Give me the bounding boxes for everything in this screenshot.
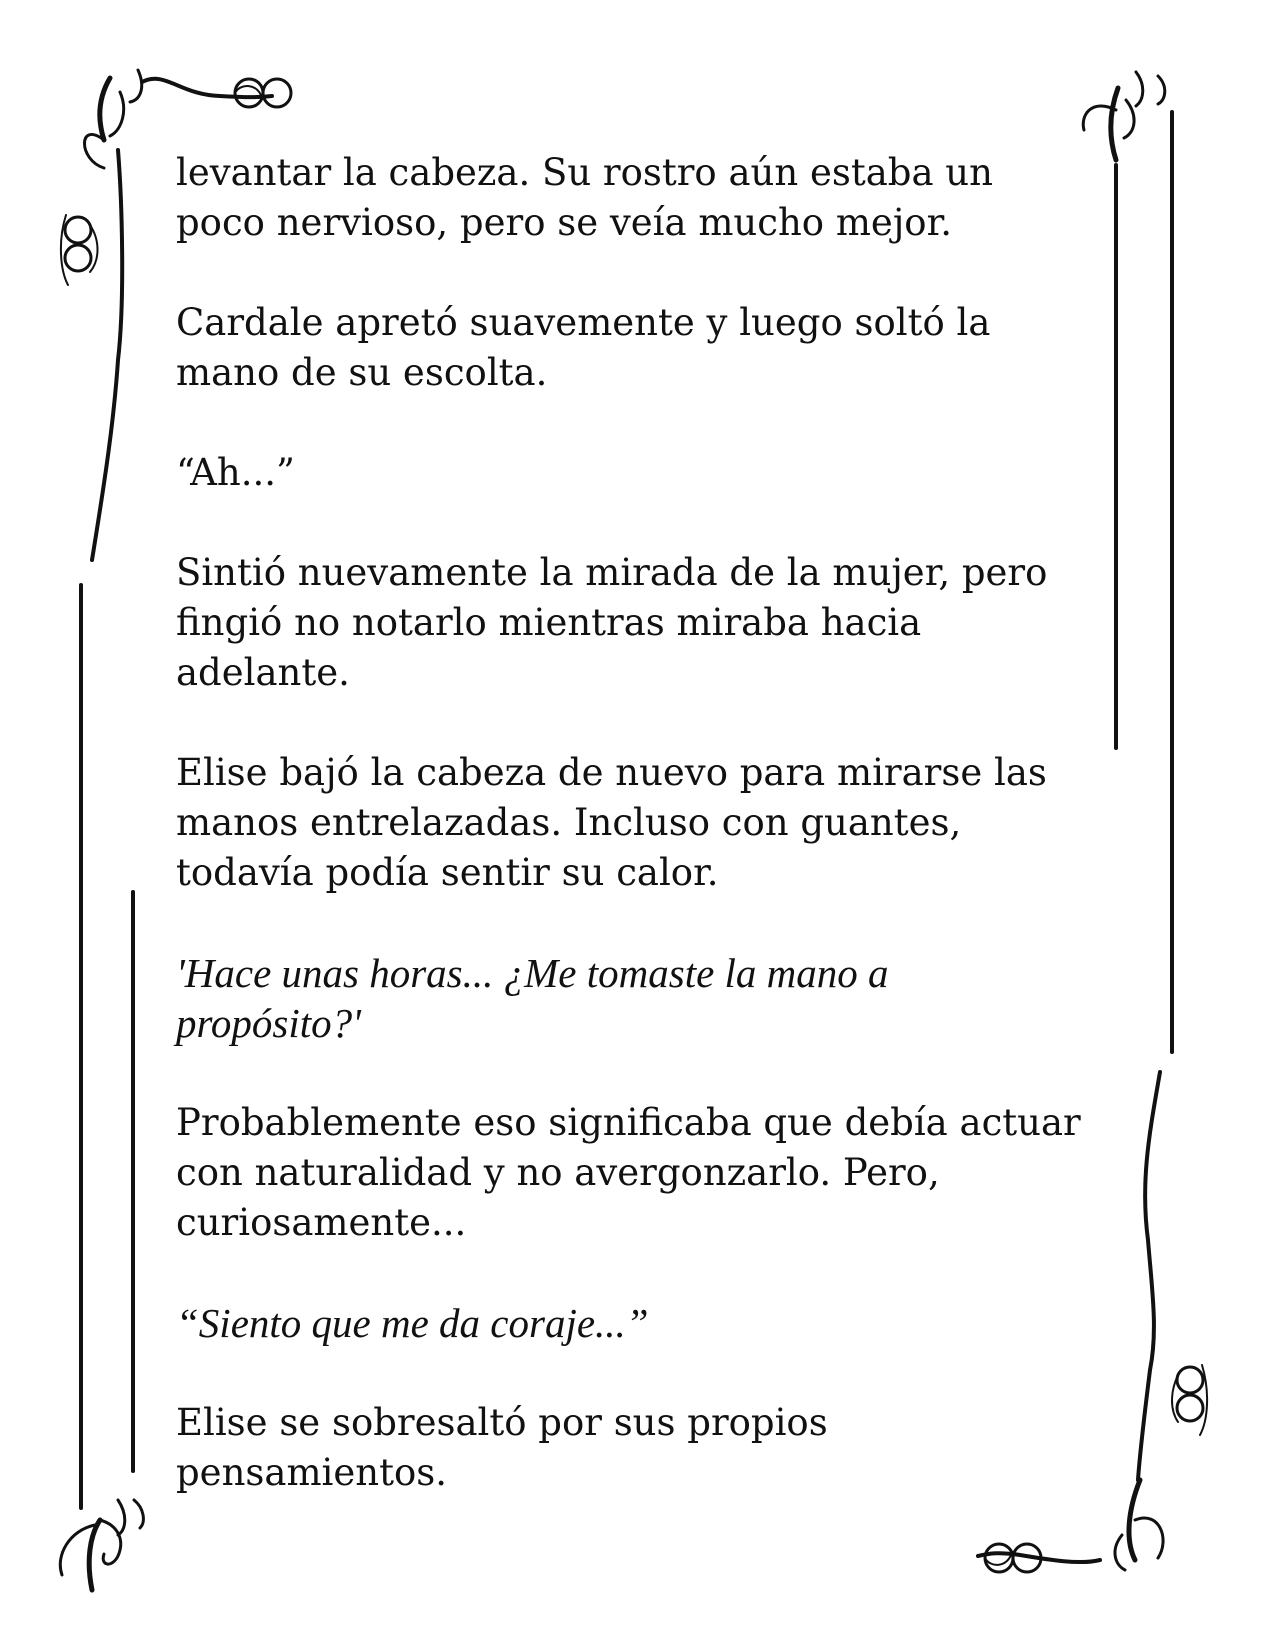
bottom-left-flourish-icon: [60, 1500, 143, 1590]
paragraph: Elise bajó la cabeza de nuevo para mirarse las manos entrelazadas. Incluso con guantes, todavía podía sentir su calor.: [176, 751, 1047, 894]
inner-thought-paragraph: 'Hace unas horas... ¿Me tomaste la mano a propósito?': [176, 950, 889, 1046]
top-right-flourish-icon: [1083, 72, 1165, 160]
paragraph: “Ah...”: [176, 451, 295, 494]
paragraph: Elise se sobresaltó por sus propios pensamientos.: [176, 1401, 828, 1494]
paragraph: Cardale apretó suavemente y luego soltó la mano de su escolta.: [176, 301, 991, 394]
paragraph: levantar la cabeza. Su rostro aún estaba un poco nervioso, pero se veía mucho mejor.: [176, 151, 993, 244]
paragraph: Probablemente eso significaba que debía actuar con naturalidad y no avergonzarlo. Pero, curiosamente...: [176, 1101, 1081, 1244]
story-text: [176, 148, 1116, 1548]
paragraph: Sintió nuevamente la mirada de la mujer, pero fingió no notarlo mientras miraba hacia adelante.: [176, 551, 1048, 694]
inner-thought-paragraph: “Siento que me da coraje...”: [176, 1300, 649, 1346]
